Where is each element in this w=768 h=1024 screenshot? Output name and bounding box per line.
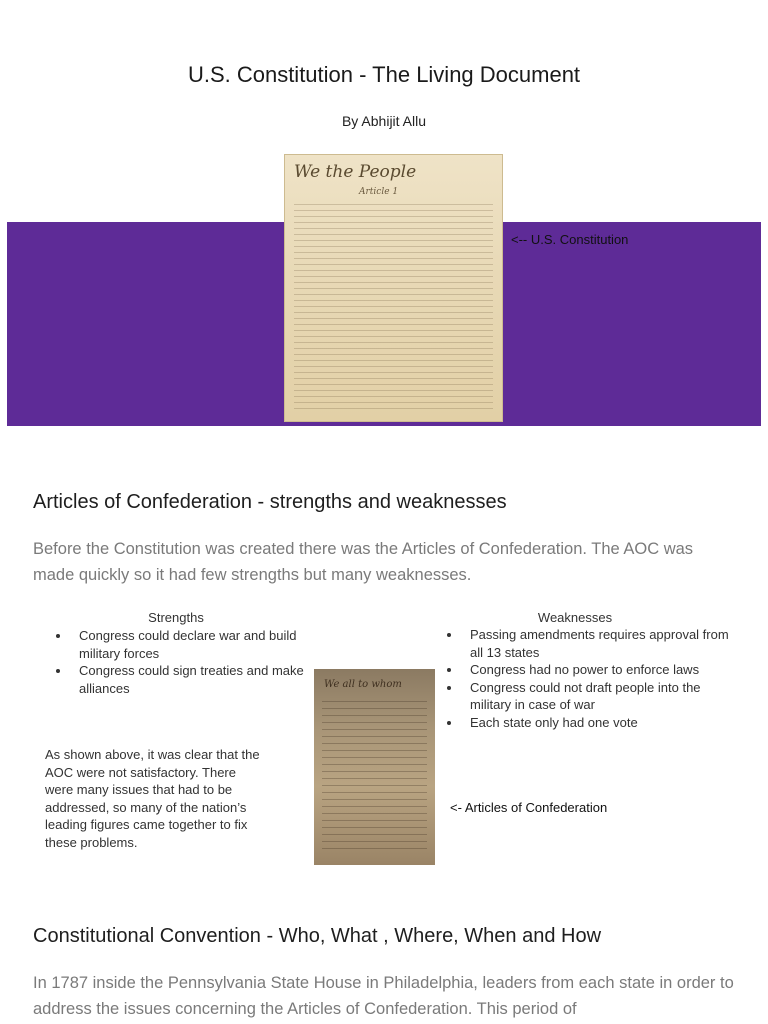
weakness-item: • Passing amendments requires approval from all 13 states [462, 626, 730, 661]
weakness-item: • Congress could not draft people into the military in case of war [462, 679, 730, 714]
weaknesses-title: Weaknesses [537, 610, 613, 625]
constitution-image [284, 154, 503, 422]
convention-intro: In 1787 inside the Pennsylvania State House in Philadelphia, leaders from each state in order to address the issues concerning the Articles of Confederation. This period of [33, 974, 734, 1018]
aoc-note: As shown above, it was clear that the AOC were not satisfactory. There were many issues that had to be addressed, so many of the nation’s leading figures came together to fix these problems. [45, 747, 260, 850]
strengths-list [45, 627, 317, 697]
aoc-text-lines [322, 701, 427, 855]
constitution-image-heading: We the People [294, 162, 417, 182]
articles-of-confederation-image [314, 669, 435, 865]
page-title: U.S. Constitution - The Living Document [187, 62, 581, 87]
aoc-intro: Before the Constitution was created there was the Articles of Confederation. The AOC was made quickly so it had few strengths but many weaknesses. [33, 540, 694, 584]
constitution-image-subheading: Article 1 [359, 187, 399, 197]
convention-heading: Constitutional Convention - Who, What , Where, When and How [33, 925, 602, 947]
constitution-caption: <-- U.S. Constitution [511, 232, 629, 247]
constitution-text-lines [294, 204, 493, 414]
weakness-item: • Congress had no power to enforce laws [462, 661, 730, 679]
aoc-image-heading: We all to whom [324, 679, 402, 690]
weaknesses-list [436, 626, 730, 731]
strengths-title: Strengths [148, 610, 204, 625]
strength-item: • Congress could sign treaties and make alliances [71, 662, 317, 697]
aoc-heading: Articles of Confederation - strengths and weaknesses [33, 491, 507, 513]
strength-item: • Congress could declare war and build military forces [71, 627, 317, 662]
aoc-caption: <- Articles of Confederation [450, 800, 608, 815]
author-byline: By Abhijit Allu [341, 113, 427, 129]
weakness-item: • Each state only had one vote [462, 714, 730, 732]
